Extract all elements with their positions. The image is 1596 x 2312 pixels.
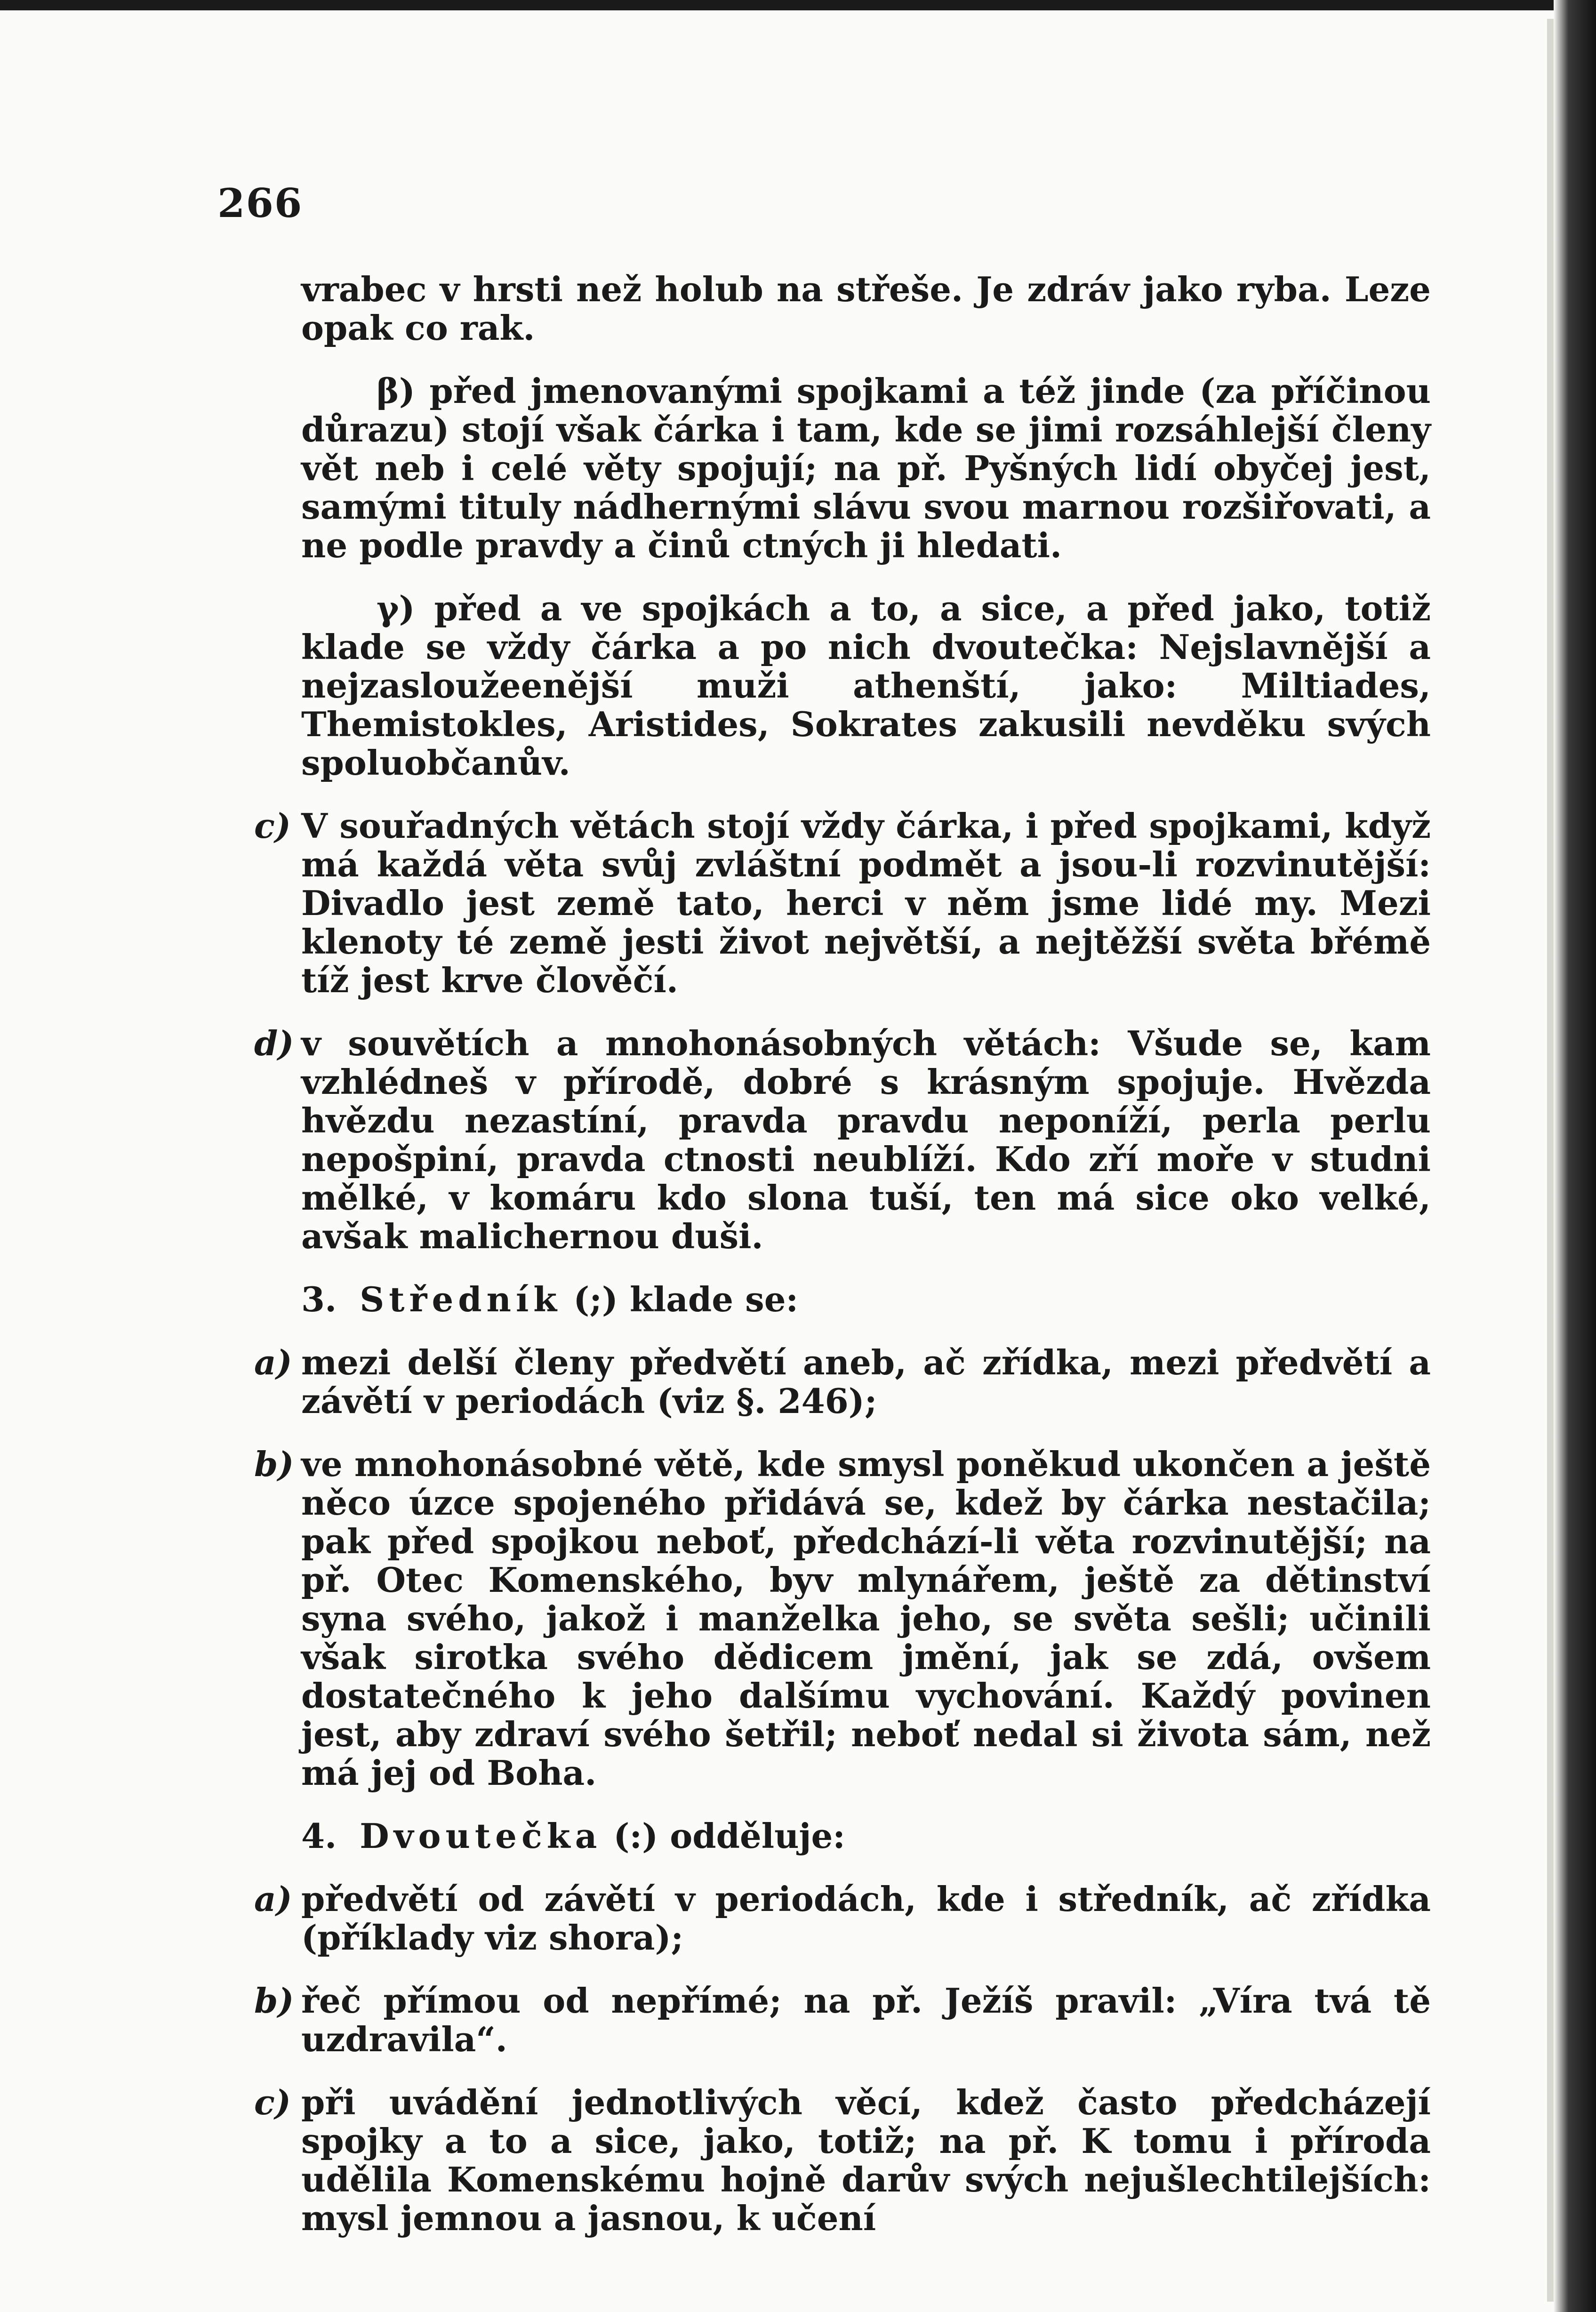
item-text: mezi delší členy předvětí aneb, ač zřídka, mezi předvětí a závětí v periodách (viz §. 246);	[301, 1342, 1431, 1421]
list-item-4c	[254, 2082, 1431, 2238]
item-marker: b)	[254, 1444, 294, 1484]
body-text	[254, 269, 1431, 2262]
list-item-3a	[254, 1342, 1431, 1421]
item-text: V souřadných větách stojí vždy čárka, i před spojkami, když má každá věta svůj zvláštní podmět a jsou-li rozvinutější: Divadlo jest země tato, herci v něm jsme lidé my. Mezi klenoty té země jesti život největší, a nejtěžší světa břémě tíž jest krve člověčí.	[301, 806, 1431, 1000]
section-heading-rest: (:) odděluje:	[613, 1816, 845, 1856]
list-item-c	[254, 806, 1431, 1000]
item-marker: a)	[254, 1879, 292, 1919]
paragraph-gamma: γ) před a ve spojkách a to, a sice, a před jako, totiž klade se vždy čárka a po nich dvoutečka: Nejslavnější a nejzasloužeenější muži athenští, jako: Miltiades, Themistokles, Aristides, Sokrates zakusili nevděku svých spoluobčanův.	[301, 588, 1431, 783]
item-marker: c)	[254, 2082, 291, 2122]
section-term: Dvoutečka	[360, 1816, 602, 1856]
item-marker: d)	[254, 1023, 294, 1063]
scan-edge-shadow	[1547, 19, 1554, 2302]
paragraph-beta: β) před jmenovanými spojkami a též jinde (za příčinou důrazu) stojí však čárka i tam, kde se jimi rozsáhlejší členy vět neb i celé věty spojují; na př. Pyšných lidí obyčej jest, samými tituly nádhernými slávu svou marnou rozšiřovati, a ne podle pravdy a činů ctných ji hledati.	[301, 371, 1431, 565]
list-item-d	[254, 1023, 1431, 1256]
item-marker: b)	[254, 1981, 294, 2021]
item-text: při uvádění jednotlivých věcí, kdež často předcházejí spojky a to a sice, jako, totiž; na př. K tomu i příroda udělila Komenskému hojně darův svých nejušlechtilejších: mysl jemnou a jasnou, k učení	[301, 2082, 1431, 2238]
section-heading-rest: (;) klade se:	[573, 1279, 799, 1319]
list-item-4a	[254, 1879, 1431, 1958]
list-item-3b	[254, 1444, 1431, 1793]
item-text: ve mnohonásobné větě, kde smysl poněkud ukončen a ještě něco úzce spojeného přidává se, kdež by čárka nestačila; pak před spojkou neboť, předchází-li věta rozvinutější; na př. Otec Komenského, byv mlynářem, ještě za dětinství syna svého, jakož i manželka jeho, se světa sešli; učinili však sirotka svého dědicem jmění, jak se zdá, ovšem dostatečného k jeho dalšímu vychování. Každý povinen jest, aby zdraví svého šetřil; neboť nedal si života sám, než má jej od Boha.	[301, 1444, 1431, 1793]
scan-edge-right	[1554, 0, 1596, 2312]
section-heading-4	[301, 1817, 1431, 1855]
item-marker: a)	[254, 1342, 292, 1382]
section-number: 4.	[301, 1816, 337, 1856]
item-text: předvětí od závětí v periodách, kde i středník, ač zřídka (příklady viz shora);	[301, 1879, 1431, 1958]
item-text: v souvětích a mnohonásobných větách: Všude se, kam vzhlédneš v přírodě, dobré s krásným spojuje. Hvězda hvězdu nezastíní, pravda pravdu neponíží, perla perlu nepošpiní, pravda ctnosti neublíží. Kdo zří moře v studni mělké, v komáru kdo slona tuší, ten má sice oko velké, avšak malichernou duši.	[301, 1023, 1431, 1256]
item-marker: c)	[254, 806, 291, 846]
section-term: Středník	[360, 1279, 562, 1319]
scan-edge-top	[0, 0, 1596, 10]
page-number: 266	[217, 180, 303, 226]
section-number: 3.	[301, 1279, 337, 1319]
section-heading-3	[301, 1280, 1431, 1319]
list-item-4b	[254, 1981, 1431, 2059]
paragraph-continuation: vrabec v hrsti než holub na střeše. Je zdráv jako ryba. Leze opak co rak.	[301, 269, 1431, 348]
item-text: řeč přímou od nepřímé; na př. Ježíš pravil: „Víra tvá tě uzdravila“.	[301, 1981, 1431, 2059]
